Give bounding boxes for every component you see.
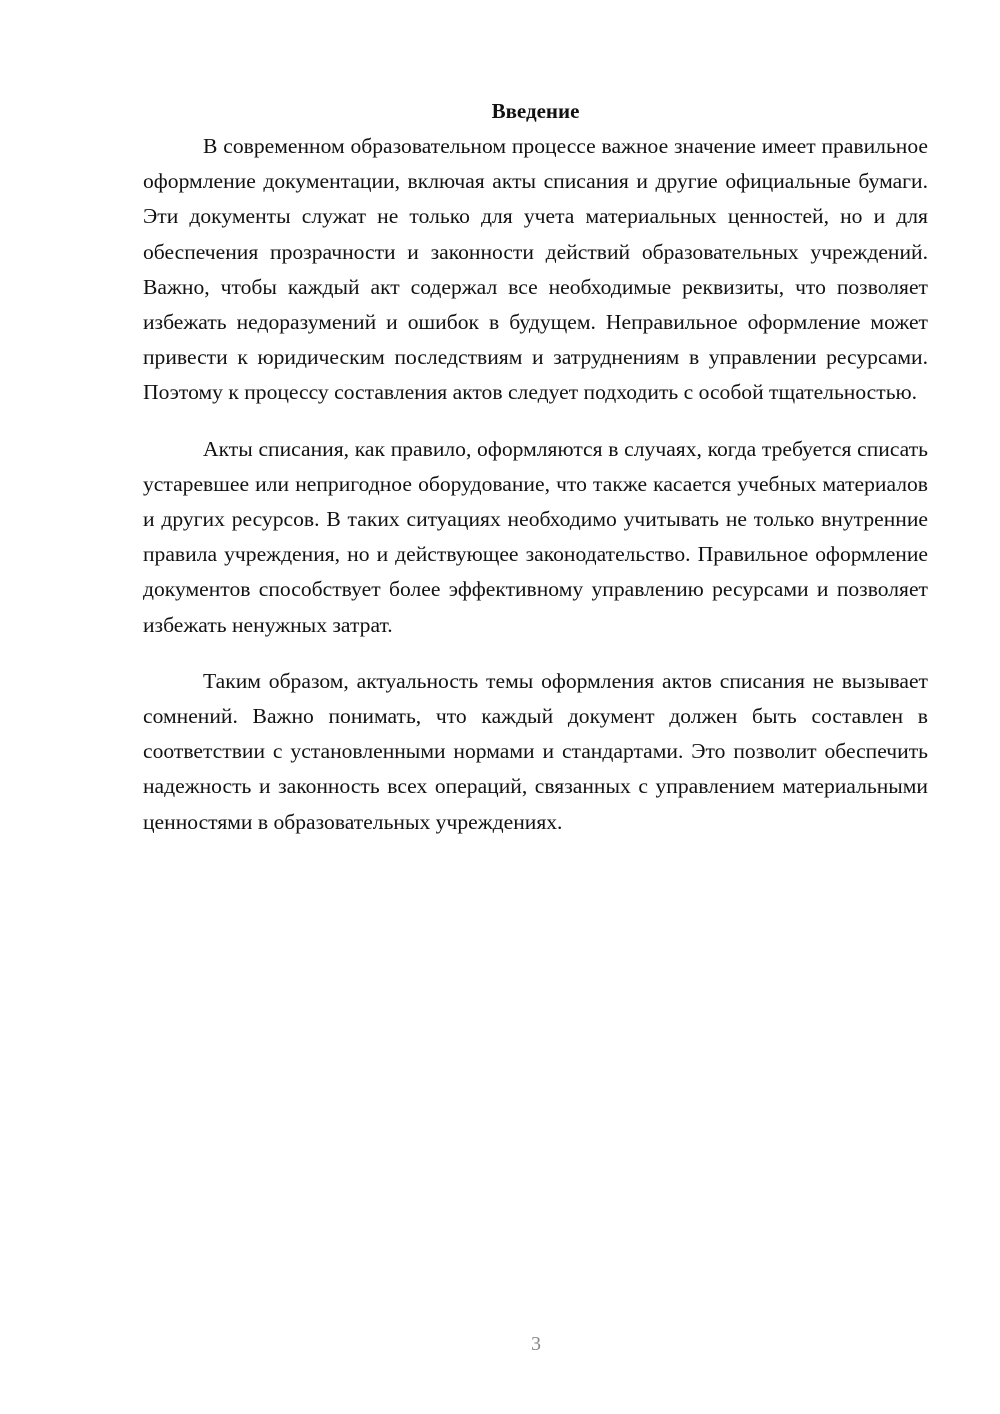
- page-number: 3: [531, 1333, 541, 1355]
- paragraph-3: Таким образом, актуальность темы оформления актов списания не вызывает сомнений. Важно понимать, что каждый документ должен быть составлен в соответствии с установленными нормами и стандартами. Это позволит обеспечить надежность и законность всех операций, связанных с управлением материальными ценностями в образовательных учреждениях.: [143, 668, 928, 834]
- paragraph-2: Акты списания, как правило, оформляются в случаях, когда требуется списать устаревшее или непригодное оборудование, что также касается учебных материалов и других ресурсов. В таких ситуациях необходимо учитывать не только внутренние правила учреждения, но и действующее законодательство. Правильное оформление документов способствует более эффективному управлению ресурсами и позволяет избежать ненужных затрат.: [143, 436, 928, 637]
- paragraph-1: В современном образовательном процессе важное значение имеет правильное оформление документации, включая акты списания и другие официальные бумаги. Эти документы служат не только для учета материальных ценностей, но и для обеспечения прозрачности и законности действий образовательных учреждений. Важно, чтобы каждый акт содержал все необходимые реквизиты, что позволяет избежать недоразумений и ошибок в будущем. Неправильное оформление может привести к юридическим последствиям и затруднениям в управлении ресурсами. Поэтому к процессу составления актов следует подходить с особой тщательностью.: [143, 134, 928, 405]
- document-body: [143, 94, 928, 840]
- section-heading: Введение: [491, 99, 580, 123]
